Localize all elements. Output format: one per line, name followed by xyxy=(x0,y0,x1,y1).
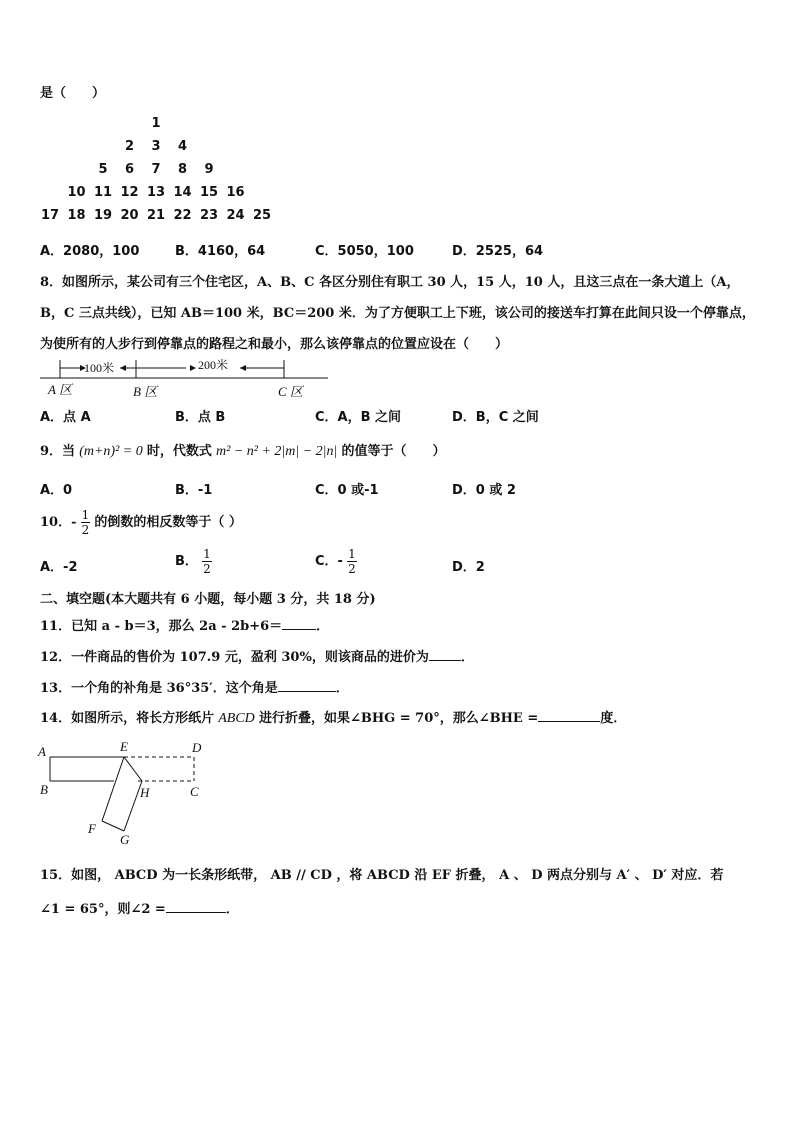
q14-mid: 进行折叠，如果∠BHG = 70°，那么∠BHE = xyxy=(258,711,539,726)
q14-rect-name: ABCD xyxy=(218,711,255,726)
fold-line-eh xyxy=(124,757,142,781)
q10-option-c-num: 1 xyxy=(348,547,356,561)
q9-prefix: 9．当 xyxy=(40,444,76,459)
triangle-number: 14 xyxy=(173,185,192,200)
q15-line2-prefix: ∠1 = 65°，则∠2 = xyxy=(40,902,166,917)
q10-option-b[interactable] xyxy=(175,547,212,576)
q13-end: ． xyxy=(335,681,349,696)
triangle-number: 25 xyxy=(252,208,272,223)
q12-text: 12．一件商品的售价为 107.9 元，盈利 30%，则该商品的进价为 xyxy=(40,650,429,665)
label-c: C xyxy=(190,784,199,799)
q10-option-a[interactable]: A．-2 xyxy=(40,560,78,575)
q7-option-b[interactable]: B．4160，64 xyxy=(175,244,266,259)
q8-option-a[interactable]: A．点 A xyxy=(40,410,91,425)
q14-stem xyxy=(40,707,626,727)
triangle-number: 7 xyxy=(151,162,161,177)
q10-fraction-num: 1 xyxy=(81,508,90,522)
q13-text: 13．一个角的补角是 36°35′．这个角是 xyxy=(40,681,278,696)
q9-expression: m² − n² + 2|m| − 2|n| xyxy=(216,444,338,459)
q10-fraction xyxy=(81,508,91,537)
triangle-number: 20 xyxy=(120,208,139,223)
q12-stem xyxy=(40,646,474,665)
q9-stem xyxy=(40,440,446,460)
q8-road-figure xyxy=(36,356,336,400)
triangle-number: 17 xyxy=(40,208,60,223)
triangle-number: 12 xyxy=(120,185,139,200)
q14-end: 度． xyxy=(600,711,627,726)
q10-option-c-label: C．- xyxy=(315,554,343,569)
q10-option-b-label: B． xyxy=(175,554,198,569)
zone-c-label: C 区 xyxy=(278,384,303,399)
triangle-number: 22 xyxy=(173,208,192,223)
edge-fg xyxy=(102,821,124,831)
q11-answer-blank[interactable] xyxy=(282,617,316,630)
q8-stem-line3: 为使所有的人步行到停靠点的路程之和最小，那么该停靠点的位置应设在（ ） xyxy=(40,337,509,352)
q13-stem xyxy=(40,677,349,696)
triangle-number: 21 xyxy=(146,208,166,223)
label-e: E xyxy=(120,739,128,754)
label-g: G xyxy=(120,832,130,847)
triangle-number: 5 xyxy=(98,162,108,177)
q9-suffix: 的值等于（ ） xyxy=(341,444,446,459)
triangle-number: 16 xyxy=(226,185,245,200)
q9-mid: 时，代数式 xyxy=(146,444,212,459)
q11-text: 11．已知 a - b＝3，那么 2a - 2b+6＝ xyxy=(40,619,283,634)
q10-option-b-den: 2 xyxy=(203,562,211,576)
label-d: D xyxy=(192,740,202,755)
triangle-number: 4 xyxy=(177,139,188,154)
triangle-number: 2 xyxy=(124,139,135,154)
q8-stem-line2: B，C 三点共线），已知 AB＝100 米，BC＝200 米．为了方便职工上下班，该公司的接送车打算在此间只设一个停靠点， xyxy=(40,306,755,321)
q14-answer-blank[interactable] xyxy=(538,709,600,722)
q10-prefix: 10．- xyxy=(40,515,77,530)
q7-option-d[interactable]: D．2525，64 xyxy=(452,244,544,259)
label-a: A xyxy=(38,744,46,759)
q10-fraction-den: 2 xyxy=(81,523,90,537)
q10-option-c[interactable] xyxy=(315,547,357,576)
section-2-heading: 二、填空题(本大题共有 6 小题，每小题 3 分，共 18 分) xyxy=(40,592,376,607)
q9-option-c[interactable]: C．0 或-1 xyxy=(315,483,379,498)
triangle-number: 10 xyxy=(67,185,86,200)
q15-stem-line1: 15．如图， ABCD 为一长条形纸带， AB // CD ，将 ABCD 沿 EF 折叠， A 、 D 两点分别与 A′ 、 D′ 对应．若 xyxy=(40,868,724,883)
ab-length-label: 100米 xyxy=(84,361,115,375)
q9-option-d[interactable]: D．0 或 2 xyxy=(452,483,516,498)
q9-condition: (m+n)² = 0 xyxy=(79,444,143,459)
triangle-number: 8 xyxy=(177,162,188,177)
label-h: H xyxy=(140,785,150,800)
zone-b-label: B 区 xyxy=(133,384,158,399)
triangle-number: 15 xyxy=(199,185,219,200)
triangle-number: 18 xyxy=(67,208,86,223)
triangle-number: 24 xyxy=(226,208,245,223)
triangle-number: 13 xyxy=(146,185,166,200)
triangle-number: 9 xyxy=(204,162,214,177)
q14-prefix: 14．如图所示，将长方形纸片 xyxy=(40,711,215,726)
q13-answer-blank[interactable] xyxy=(278,679,336,692)
q10-option-c-den: 2 xyxy=(348,562,356,576)
q8-option-b[interactable]: B．点 B xyxy=(175,410,226,425)
q15-answer-blank[interactable] xyxy=(166,900,226,913)
label-f: F xyxy=(88,821,96,836)
label-b: B xyxy=(40,782,48,797)
q10-option-b-fraction xyxy=(202,547,212,576)
bc-length-label: 200米 xyxy=(198,358,229,372)
bc-arrowhead-right xyxy=(240,365,246,371)
ab-arrowhead-right xyxy=(120,365,126,371)
q10-option-b-num: 1 xyxy=(203,547,211,561)
triangle-number: 1 xyxy=(151,116,161,131)
q8-option-c[interactable]: C．A，B 之间 xyxy=(315,410,402,425)
q7-option-a[interactable]: A．2080，100 xyxy=(40,244,140,259)
q8-stem-line1: 8．如图所示，某公司有三个住宅区，A、B、C 各区分别住有职工 30 人，15 人，10 人，且这三点在一条大道上（A， xyxy=(40,275,740,290)
q10-stem xyxy=(40,508,242,537)
triangle-number: 3 xyxy=(151,139,161,154)
edge-ef xyxy=(102,757,124,821)
q12-answer-blank[interactable] xyxy=(429,648,461,661)
triangle-number: 11 xyxy=(93,185,113,200)
triangle-number: 19 xyxy=(93,208,113,223)
q10-option-c-fraction xyxy=(347,547,357,576)
q10-option-d[interactable]: D．2 xyxy=(452,560,485,575)
bc-arrowhead-left xyxy=(190,365,196,371)
q9-option-b[interactable]: B．-1 xyxy=(175,483,213,498)
triangle-number: 23 xyxy=(199,208,219,223)
q7-option-c[interactable]: C．5050，100 xyxy=(315,244,414,259)
zone-a-label: A 区 xyxy=(48,382,72,397)
q14-fold-figure xyxy=(34,736,214,848)
q15-stem-line2 xyxy=(40,898,239,917)
q10-suffix: 的倒数的相反数等于（ ） xyxy=(94,515,242,530)
q12-end: ． xyxy=(460,650,474,665)
triangle-number: 6 xyxy=(124,162,135,177)
q15-line2-end: ． xyxy=(225,902,239,917)
q11-stem: 11．已知 a - b＝3，那么 2a - 2b+6＝ ． xyxy=(40,619,330,634)
q7-stem-tail: 是（ ） xyxy=(40,86,106,101)
q9-option-a[interactable]: A．0 xyxy=(40,483,73,498)
q8-option-d[interactable]: D．B，C 之间 xyxy=(452,410,539,425)
